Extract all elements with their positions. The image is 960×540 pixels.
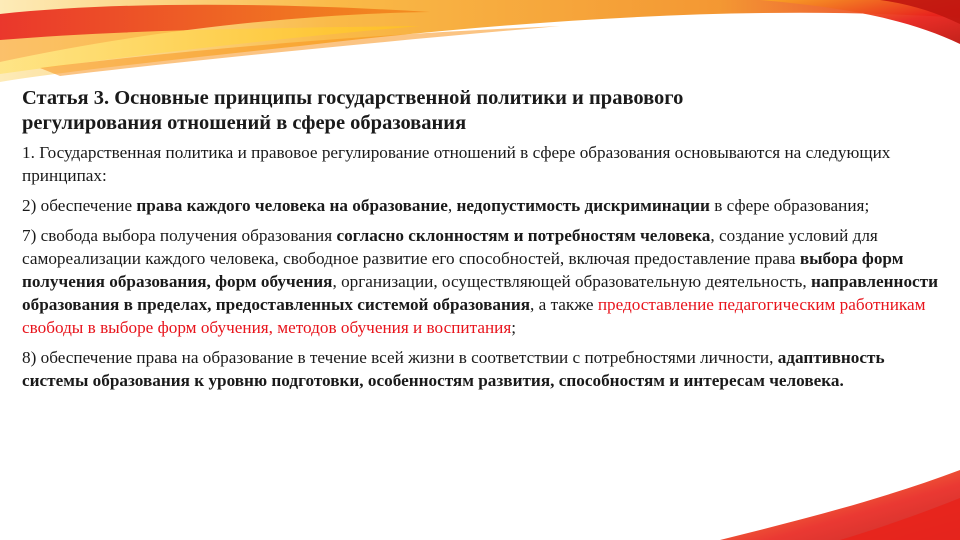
principle-intro-paragraph xyxy=(22,141,940,187)
principle-8-text-a: 8) обеспечение права на образование в течение всей жизни в соответствии с потребностями личности, xyxy=(22,348,778,367)
principle-7-text-b: , создание условий для самореализации каждого человека, свободное развитие его способностей, включая предоставление права xyxy=(22,226,878,268)
principle-2-text-b: , xyxy=(447,196,457,215)
principle-7-paragraph xyxy=(22,224,940,339)
principle-2-text-a: 2) обеспечение xyxy=(22,196,137,215)
intro-text: 1. Государственная политика и правовое регулирование отношений в сфере образования основываются на следующих принципах: xyxy=(22,143,891,185)
principle-7-bold-a: согласно склонностям и потребностям человека xyxy=(336,226,711,245)
principle-8-bold-a: адаптивность системы образования к уровню подготовки, особенностям развития, способностям и интересам человека. xyxy=(22,348,885,390)
principle-2-text-c: в сфере образования; xyxy=(709,196,870,215)
principle-7-bold-b: выбора форм получения образования, форм обучения xyxy=(22,249,904,291)
principle-7-text-c: , организации, осуществляющей образовательную деятельность, xyxy=(332,272,811,291)
principle-2-paragraph xyxy=(22,194,940,217)
principle-8-paragraph xyxy=(22,346,940,392)
principle-7-text-e: ; xyxy=(511,318,517,337)
principle-7-bold-c: направленности образования в пределах, предоставленных системой образования xyxy=(22,272,939,314)
title-line-1: Статья 3. Основные принципы государственной политики и правового xyxy=(22,87,684,109)
principle-2-bold-b: недопустимость дискриминации xyxy=(456,196,710,215)
slide-title xyxy=(22,86,940,136)
principle-7-text-d: , а также xyxy=(530,295,598,314)
slide-content xyxy=(22,86,940,399)
title-line-2: регулирования отношений в сфере образования xyxy=(22,112,467,134)
principle-7-text-a: 7) свобода выбора получения образования xyxy=(22,226,337,245)
principle-2-bold-a: права каждого человека на образование xyxy=(136,196,448,215)
principle-7-red-highlight: предоставление педагогическим работникам свободы в выборе форм обучения, методов обучения и воспитания xyxy=(22,295,926,337)
